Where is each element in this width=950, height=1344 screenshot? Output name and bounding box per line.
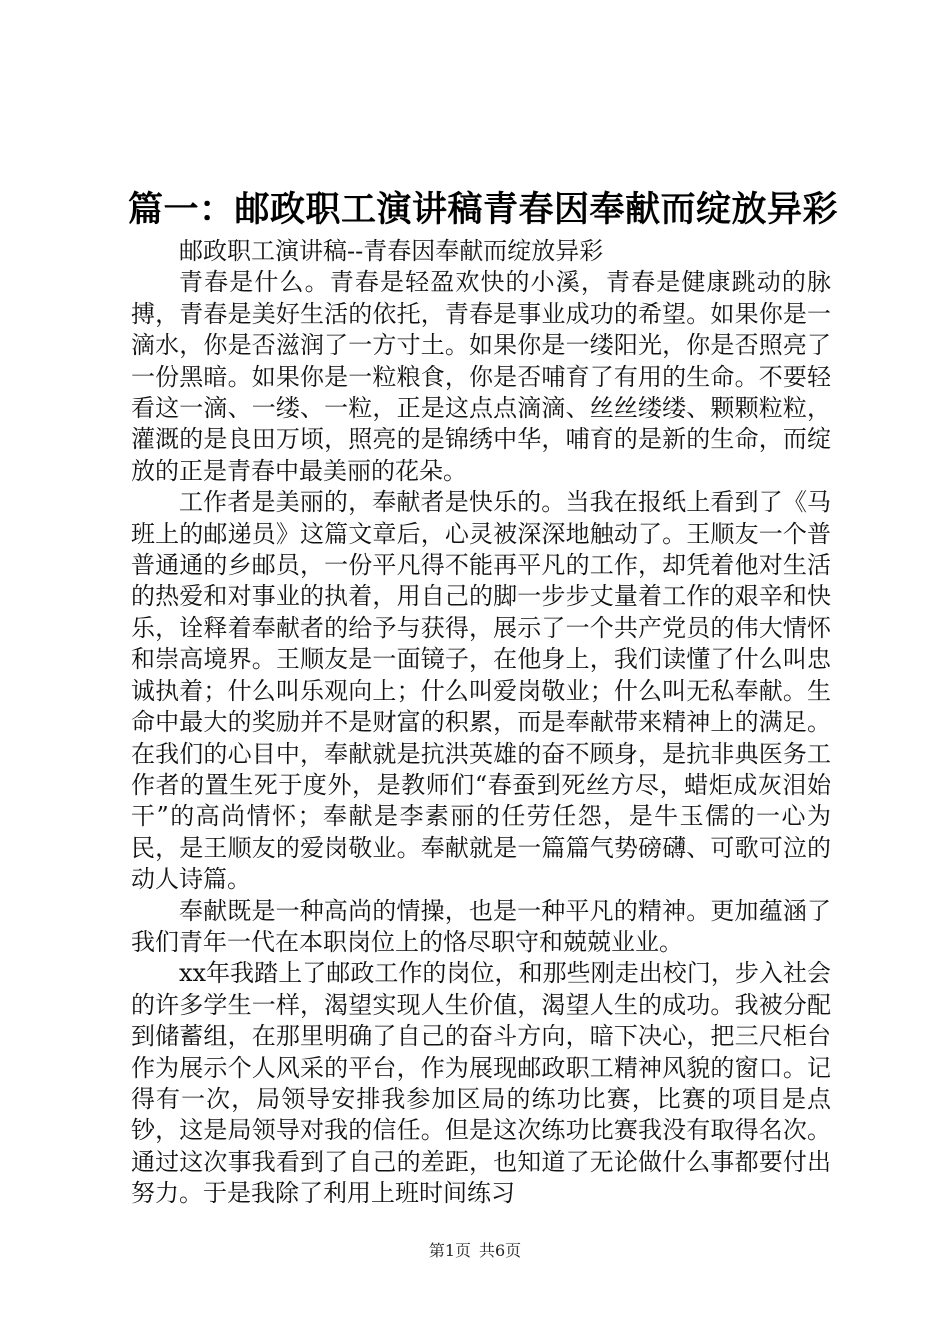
document-title: 篇一：邮政职工演讲稿青春因奉献而绽放异彩 (128, 189, 839, 230)
paragraph-dedication: 工作者是美丽的，奉献者是快乐的。当我在报纸上看到了《马班上的邮递员》这篇文章后，心灵被深深地触动了。王顺友一个普普通通的乡邮员，一份平凡得不能再平凡的工作，却凭着他对生活的热爱和对事业的执着，用自己的脚一步步丈量着工作的艰辛和快乐，诠释着奉献者的给予与获得，展示了一个共产党员的伟大情怀和崇高境界。王顺友是一面镜子，在他身上，我们读懂了什么叫忠诚执着；什么叫乐观向上；什么叫爱岗敬业；什么叫无私奉献。生命中最大的奖励并不是财富的积累，而是奉献带来精神上的满足。在我们的心目中，奉献就是抗洪英雄的奋不顾身，是抗非典医务工作者的置生死于度外，是教师们“春蚕到死丝方尽，蜡炬成灰泪始干”的高尚情怀；奉献是李素丽的任劳任怨，是牛玉儒的一心为民，是王顺友的爱岗敬业。奉献就是一篇篇气势磅礴、可歌可泣的动人诗篇。 (131, 488, 831, 894)
subtitle-paragraph: 邮政职工演讲稿--青春因奉献而绽放异彩 (179, 237, 604, 265)
paragraph-youth: 青春是什么。青春是轻盈欢快的小溪，青春是健康跳动的脉搏，青春是美好生活的依托，青春是事业成功的希望。如果你是一滴水，你是否滋润了一方寸土。如果你是一缕阳光，你是否照亮了一份黑暗。如果你是一粒粮食，你是否哺育了有用的生命。不要轻看这一滴、一缕、一粒，正是这点点滴滴、丝丝缕缕、颗颗粒粒，灌溉的是良田万顷，照亮的是锦绣中华，哺育的是新的生命，而绽放的正是青春中最美丽的花朵。 (131, 268, 831, 485)
page-total: 共6页 (479, 1241, 522, 1260)
page-number: 第1页 (428, 1241, 471, 1260)
document-body (131, 236, 831, 1210)
paragraph-spirit: 奉献既是一种高尚的情操，也是一种平凡的精神。更加蕴涵了我们青年一代在本职岗位上的恪尽职守和兢兢业业。 (131, 896, 831, 956)
page-footer (0, 1240, 950, 1262)
paragraph-personal-story: xx年我踏上了邮政工作的岗位，和那些刚走出校门，步入社会的许多学生一样，渴望实现人生价值，渴望人生的成功。我被分配到储蓄组，在那里明确了自己的奋斗方向，暗下决心，把三尺柜台作为展示个人风采的平台，作为展现邮政职工精神风貌的窗口。记得有一次，局领导安排我参加区局的练功比赛，比赛的项目是点钞，这是局领导对我的信任。但是这次练功比赛我没有取得名次。通过这次事我看到了自己的差距，也知道了无论做什么事都要付出努力。于是我除了利用上班时间练习 (131, 959, 831, 1208)
